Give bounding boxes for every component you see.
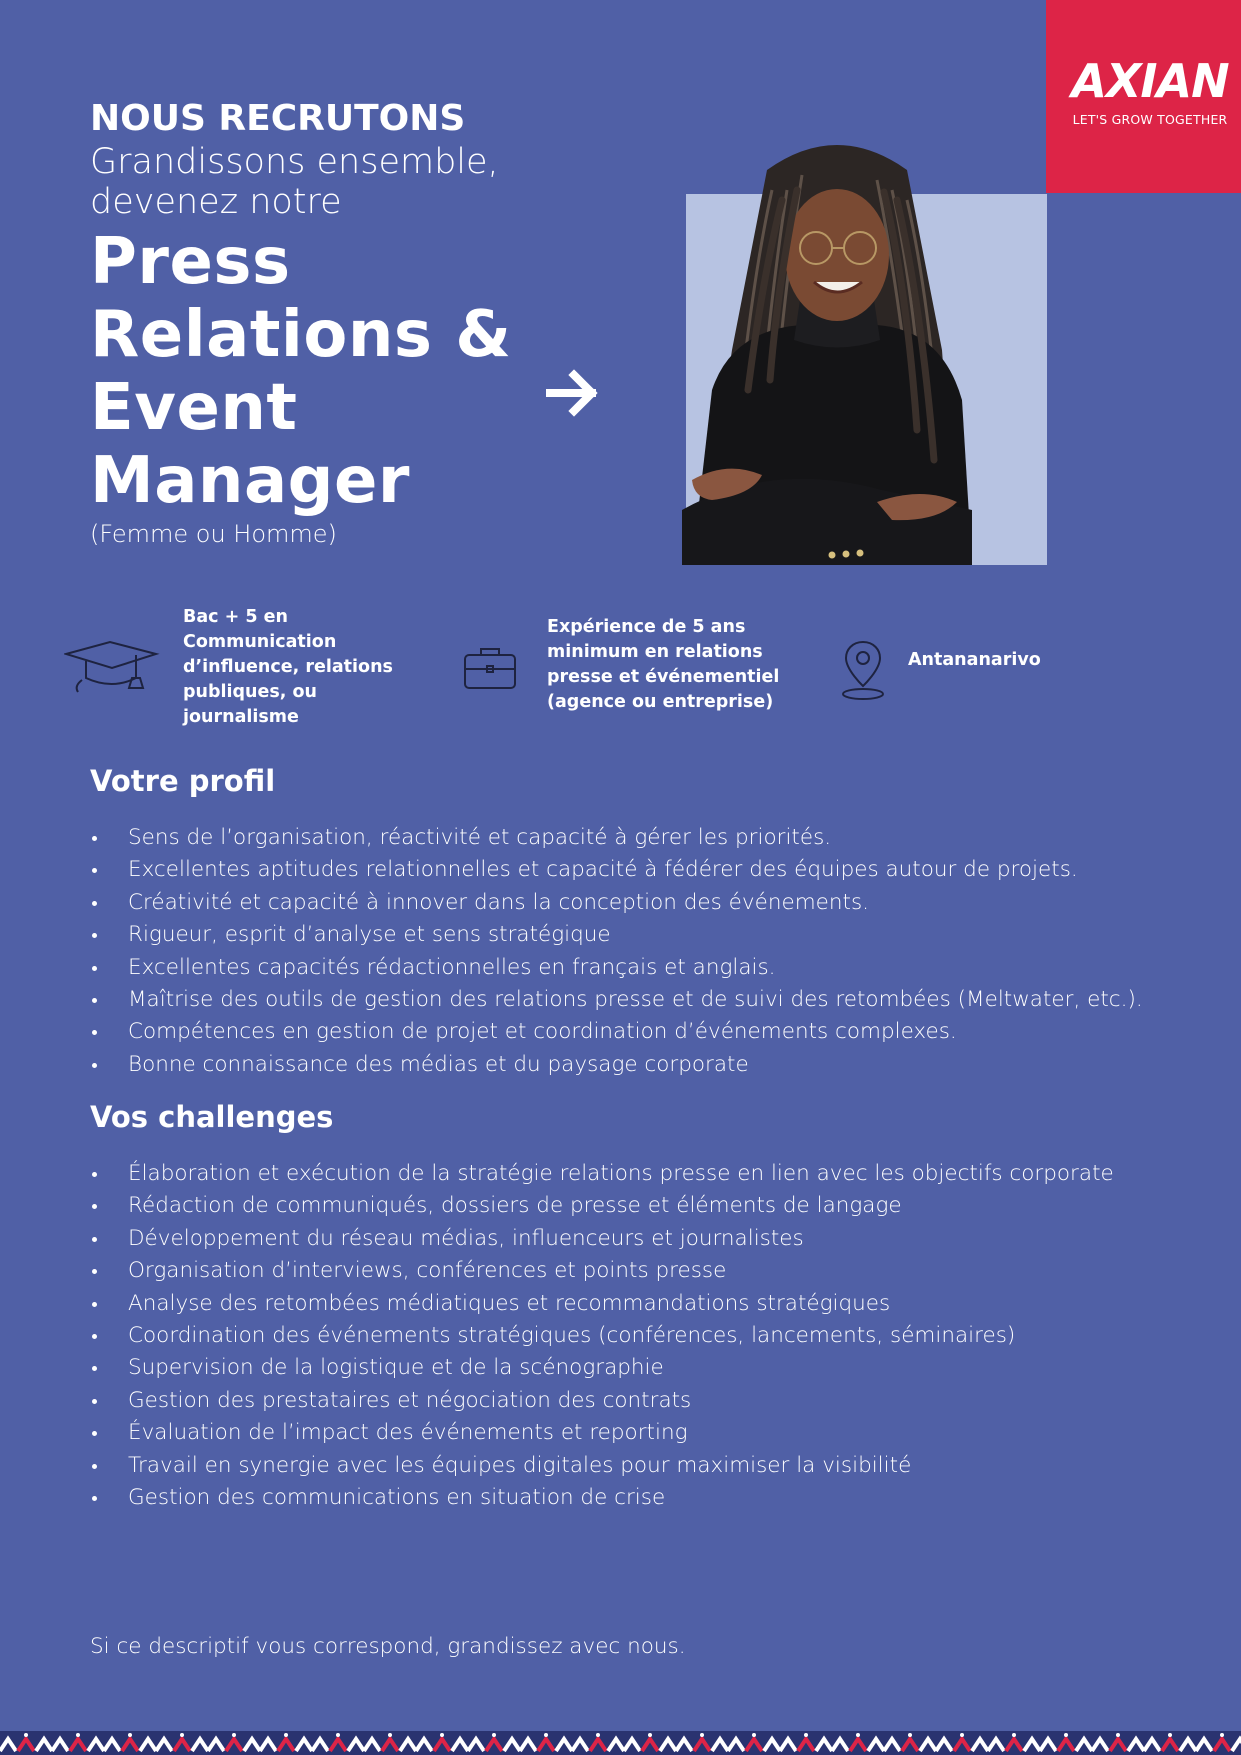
bullet <box>92 966 97 971</box>
list-item-text: Analyse des retombées médiatiques et recommandations stratégiques <box>128 1290 891 1316</box>
portrait-photo <box>652 130 1022 565</box>
list-item <box>90 854 1210 886</box>
bullet <box>92 1302 97 1307</box>
bullet <box>92 1269 97 1274</box>
axian-logo <box>1046 0 1241 193</box>
profile-list <box>90 822 1210 1081</box>
logo-wordmark: AXIAN <box>1071 54 1229 108</box>
list-item <box>90 1016 1210 1048</box>
list-item <box>90 1482 1210 1514</box>
list-item <box>90 1385 1210 1417</box>
bullet <box>92 1063 97 1068</box>
list-item <box>90 952 1210 984</box>
bullet <box>92 868 97 873</box>
list-item-text: Gestion des prestataires et négociation des contrats <box>128 1387 692 1413</box>
bullet <box>92 1464 97 1469</box>
arrow-right-icon <box>546 368 602 418</box>
tagline: Grandissons ensemble, devenez notre <box>90 142 499 222</box>
bullet <box>92 1030 97 1035</box>
recruiting-kicker: NOUS RECRUTONS <box>90 98 466 139</box>
graduation-cap-icon <box>64 640 160 696</box>
list-item <box>90 1223 1210 1255</box>
bullet <box>92 836 97 841</box>
list-item <box>90 1450 1210 1482</box>
bullet <box>92 1366 97 1371</box>
bullet <box>92 1172 97 1177</box>
briefcase-icon <box>462 645 518 691</box>
list-item-text: Organisation d’interviews, conférences et points presse <box>128 1258 727 1284</box>
list-item-text: Développement du réseau médias, influenceurs et journalistes <box>128 1225 804 1251</box>
challenges-title: Vos challenges <box>90 1100 334 1134</box>
list-item <box>90 984 1210 1016</box>
list-item-text: Évaluation de l’impact des événements et reporting <box>128 1420 688 1446</box>
list-item-text: Gestion des communications en situation de crise <box>128 1484 666 1510</box>
list-item-text: Créativité et capacité à innover dans la conception des événements. <box>128 889 869 915</box>
list-item-text: Excellentes capacités rédactionnelles en français et anglais. <box>128 954 776 980</box>
list-item-text: Sens de l’organisation, réactivité et capacité à gérer les priorités. <box>128 825 832 850</box>
list-item <box>90 1417 1210 1449</box>
list-item-text: Rigueur, esprit d’analyse et sens stratégique <box>128 922 611 948</box>
requirement-location: Antananarivo <box>908 650 1041 670</box>
list-item <box>90 1049 1210 1081</box>
list-item-text: Bonne connaissance des médias et du paysage corporate <box>128 1051 749 1077</box>
bullet <box>92 1237 97 1242</box>
bullet <box>92 1204 97 1209</box>
bullet <box>92 1431 97 1436</box>
list-item-text: Travail en synergie avec les équipes digitales pour maximiser la visibilité <box>128 1452 912 1478</box>
gender-note: (Femme ou Homme) <box>90 520 337 548</box>
decorative-pattern-border <box>0 1731 1241 1755</box>
bullet <box>92 901 97 906</box>
list-item-text: Maîtrise des outils de gestion des relations presse et de suivi des retombées (Meltwater, etc.). <box>128 986 1143 1012</box>
job-title: Press Relations & Event Manager <box>90 225 512 518</box>
list-item <box>90 1158 1210 1190</box>
list-item <box>90 1190 1210 1222</box>
logo-slogan: LET'S GROW TOGETHER <box>1072 112 1228 127</box>
challenges-list <box>90 1158 1210 1514</box>
bullet <box>92 933 97 938</box>
list-item-text: Supervision de la logistique et de la scénographie <box>128 1355 664 1381</box>
list-item <box>90 1288 1210 1320</box>
closing-line: Si ce descriptif vous correspond, grandissez avec nous. <box>90 1634 686 1659</box>
list-item <box>90 887 1210 919</box>
list-item-text: Élaboration et exécution de la stratégie relations presse en lien avec les objectifs corporate <box>128 1161 1114 1186</box>
profile-title: Votre profil <box>90 764 276 798</box>
list-item <box>90 919 1210 951</box>
list-item <box>90 1255 1210 1287</box>
list-item-text: Coordination des événements stratégiques (conférences, lancements, séminaires) <box>128 1322 1016 1348</box>
list-item <box>90 822 1210 854</box>
list-item-text: Excellentes aptitudes relationnelles et capacité à fédérer des équipes autour de projets. <box>128 857 1078 883</box>
list-item-text: Rédaction de communiqués, dossiers de presse et éléments de langage <box>128 1193 902 1219</box>
bullet <box>92 1334 97 1339</box>
bullet <box>92 1399 97 1404</box>
requirement-experience: Expérience de 5 ans minimum en relations presse et événementiel (agence ou entreprise) <box>547 617 780 712</box>
location-pin-icon <box>838 638 888 702</box>
list-item <box>90 1320 1210 1352</box>
bullet <box>92 998 97 1003</box>
bullet <box>92 1496 97 1501</box>
requirement-education: Bac + 5 en Communication d’influence, relations publiques, ou journalisme <box>183 607 393 727</box>
list-item-text: Compétences en gestion de projet et coordination d’événements complexes. <box>128 1019 957 1045</box>
list-item <box>90 1352 1210 1384</box>
